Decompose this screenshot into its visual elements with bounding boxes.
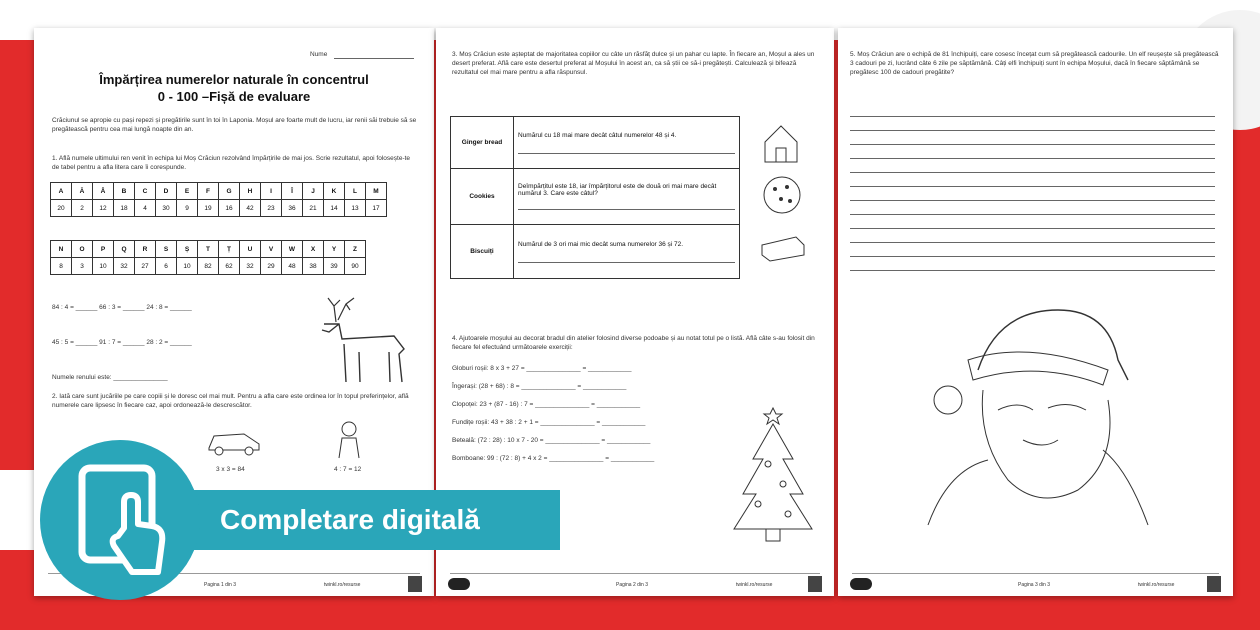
- letter-cell: N: [51, 241, 72, 258]
- dessert-task: Numărul de 3 ori mai mic decât suma numerelor 36 și 72.: [514, 225, 740, 279]
- letter-cell: M: [366, 183, 387, 200]
- letter-cell: Â: [93, 183, 114, 200]
- task-4-text: 4. Ajutoarele moșului au decorat bradul din atelier folosind diverse podoabe și au notat totul pe o listă. Află câte s-au folosit din fiecare fel efectuând următoarele exerciții:: [452, 335, 815, 351]
- exercise-line: Beteală: (72 : 28) : 10 x 7 - 20 = _______________ = ____________: [452, 437, 651, 444]
- answer-line: [850, 116, 1215, 117]
- answer-line: [850, 158, 1215, 159]
- letter-cell: I: [261, 183, 282, 200]
- value-row-1: [51, 200, 387, 217]
- letter-row-2: [51, 241, 366, 258]
- answer-line: [850, 242, 1215, 243]
- letter-cell: Ă: [72, 183, 93, 200]
- value-cell: 38: [303, 258, 324, 275]
- footer-site: twinkl.ro/resurse: [736, 582, 773, 588]
- exercise-line: Fundițe roșii: 43 + 38 : 2 + 1 = _______________ = ____________: [452, 419, 646, 426]
- value-cell: 90: [345, 258, 366, 275]
- value-cell: 18: [114, 200, 135, 217]
- reindeer-name-prompt: Numele renului este: _______________: [52, 374, 168, 381]
- value-cell: 14: [324, 200, 345, 217]
- dessert-name: Cookies: [451, 169, 514, 225]
- value-cell: 17: [366, 200, 387, 217]
- footer-logo-icon: [850, 578, 872, 590]
- letter-cell: Î: [282, 183, 303, 200]
- value-cell: 27: [135, 258, 156, 275]
- page-title-line1: Împărțirea numerelor naturale în concentrul: [99, 72, 369, 87]
- toy-car-illustration: [204, 426, 264, 456]
- letter-cell: Ț: [219, 241, 240, 258]
- cookie-icon: [761, 174, 803, 216]
- dessert-name: Biscuiți: [451, 225, 514, 279]
- letter-table-2: [50, 240, 366, 275]
- value-cell: 62: [219, 258, 240, 275]
- toy-equation-2: 4 : 7 = 12: [334, 466, 362, 473]
- letter-cell: Z: [345, 241, 366, 258]
- letter-cell: Ș: [177, 241, 198, 258]
- value-cell: 6: [156, 258, 177, 275]
- worksheet-page-3: [838, 28, 1233, 596]
- reindeer-illustration: [304, 294, 419, 386]
- letter-cell: X: [303, 241, 324, 258]
- letter-cell: U: [240, 241, 261, 258]
- footer-rule: [852, 573, 1219, 574]
- letter-cell: D: [156, 183, 177, 200]
- exercise-line: Globuri roșii: 8 x 3 + 27 = _______________ = ____________: [452, 365, 632, 372]
- value-cell: 42: [240, 200, 261, 217]
- value-cell: 8: [51, 258, 72, 275]
- letter-cell: Y: [324, 241, 345, 258]
- task-3-text: 3. Moș Crăciun este așteptat de majoritatea copiilor cu câte un răsfăț dulce și un pahar cu lapte. În fiecare an, Moșul a ales un desert preferat. Află care este desertul preferat al Moșului în acest an, ca să știi ce să-i pregătești. Calculează și bifează rezultatul cel mai mare pentru a afla răspunsul.: [452, 51, 815, 76]
- letter-cell: Q: [114, 241, 135, 258]
- letter-cell: B: [114, 183, 135, 200]
- task-5-text: 5. Moș Crăciun are o echipă de 81 închipuiți, care cosesc încețat cum să pregătească cadourile. Un elf reușește să pregătească 3 cadouri pe zi, lucrând câte 6 zile pe săptămână. Câți elfi închipuiți sunt în echipa Moșului, dacă în fiecare săptămână se pregătesc 100 de cadouri pregătite?: [850, 51, 1219, 76]
- value-cell: 9: [177, 200, 198, 217]
- value-cell: 13: [345, 200, 366, 217]
- name-line: [334, 58, 414, 59]
- letter-cell: P: [93, 241, 114, 258]
- value-cell: 32: [114, 258, 135, 275]
- letter-cell: H: [240, 183, 261, 200]
- value-cell: 10: [177, 258, 198, 275]
- page-title-line2: 0 - 100 –Fișă de evaluare: [157, 89, 311, 104]
- value-cell: 10: [93, 258, 114, 275]
- digital-completion-label[interactable]: Completare digitală: [220, 504, 480, 535]
- footer-page-number: Pagina 2 din 3: [616, 582, 648, 588]
- letter-cell: W: [282, 241, 303, 258]
- letter-cell: A: [51, 183, 72, 200]
- letter-cell: L: [345, 183, 366, 200]
- dessert-task: Deîmpărțitul este 18, iar împărțitorul este de două ori mai mare decât numărul 3. Care este câtul?: [514, 169, 740, 225]
- footer-logo-icon: [448, 578, 470, 590]
- footer-logo-icon: [808, 576, 822, 592]
- value-cell: 23: [261, 200, 282, 217]
- value-cell: 2: [72, 200, 93, 217]
- answer-line: [850, 186, 1215, 187]
- exercise-line: Clopoței: 23 + (87 - 16) : 7 = _______________ = ____________: [452, 401, 641, 408]
- answer-line: [850, 200, 1215, 201]
- footer-rule: [450, 573, 820, 574]
- footer-logo-icon: [408, 576, 422, 592]
- equations-row-1: 84 : 4 = ______ 66 : 3 = ______ 24 : 8 = ______: [52, 304, 192, 311]
- santa-illustration: [908, 300, 1168, 530]
- tablet-touch-icon: [40, 440, 200, 600]
- tablet-badge[interactable]: [40, 440, 200, 600]
- footer-page-number: Pagina 3 din 3: [1018, 582, 1050, 588]
- answer-line: [850, 144, 1215, 145]
- toy-equation-1: 3 x 3 = 84: [216, 466, 245, 473]
- exercise-line: Îngerași: (28 + 68) : 8 = _______________ = ____________: [452, 383, 627, 390]
- dessert-row: [451, 117, 740, 169]
- intro-text: Crăciunul se apropie cu pași repezi și pregătirile sunt în toi în Laponia. Moșul are foarte mult de lucru, iar renii săi trebuie să se pregătească pentru cea mai lungă noapte din an.: [52, 117, 417, 133]
- answer-line: [850, 172, 1215, 173]
- letter-cell: T: [198, 241, 219, 258]
- letter-cell: V: [261, 241, 282, 258]
- footer-site: twinkl.ro/resurse: [1138, 582, 1175, 588]
- answer-line: [850, 228, 1215, 229]
- dessert-row: [451, 169, 740, 225]
- letter-row-1: [51, 183, 387, 200]
- equations-row-2: 45 : 5 = ______ 91 : 7 = ______ 28 : 2 = ______: [52, 339, 192, 346]
- letter-cell: E: [177, 183, 198, 200]
- value-cell: 29: [261, 258, 282, 275]
- value-cell: 20: [51, 200, 72, 217]
- letter-cell: C: [135, 183, 156, 200]
- footer-site: twinkl.ro/resurse: [324, 582, 361, 588]
- value-cell: 36: [282, 200, 303, 217]
- christmas-tree-illustration: [728, 404, 818, 544]
- value-cell: 32: [240, 258, 261, 275]
- letter-cell: R: [135, 241, 156, 258]
- letter-cell: J: [303, 183, 324, 200]
- value-cell: 21: [303, 200, 324, 217]
- letter-cell: S: [156, 241, 177, 258]
- letter-cell: G: [219, 183, 240, 200]
- letter-cell: K: [324, 183, 345, 200]
- value-cell: 4: [135, 200, 156, 217]
- value-cell: 3: [72, 258, 93, 275]
- answer-line: [850, 214, 1215, 215]
- footer-logo-icon: [1207, 576, 1221, 592]
- value-cell: 30: [156, 200, 177, 217]
- name-label: Nume: [310, 51, 328, 58]
- task-2-text: 2. Iată care sunt jucăriile pe care copiii și le doresc cel mai mult. Pentru a afla care este ordinea lor în topul preferințelor, află numerele care lipsesc în fiecare caz, apoi ordonează-le descrescător.: [52, 393, 409, 409]
- gingerbread-house-icon: [761, 122, 801, 164]
- letter-cell: F: [198, 183, 219, 200]
- biscuit-icon: [758, 233, 808, 263]
- dessert-task: Numărul cu 18 mai mare decât câtul numerelor 48 și 4.: [514, 117, 740, 169]
- answer-line: [850, 256, 1215, 257]
- task-1-text: 1. Află numele ultimului ren venit în echipa lui Moș Crăciun rezolvând împărțirile de mai jos. Scrie rezultatul, apoi folosește-te de tabel pentru a afla litera care îi corespunde.: [52, 155, 411, 171]
- value-cell: 19: [198, 200, 219, 217]
- letter-cell: O: [72, 241, 93, 258]
- value-cell: 16: [219, 200, 240, 217]
- value-cell: 39: [324, 258, 345, 275]
- value-cell: 48: [282, 258, 303, 275]
- answer-line: [850, 130, 1215, 131]
- answer-line: [850, 270, 1215, 271]
- value-cell: 12: [93, 200, 114, 217]
- dessert-row: [451, 225, 740, 279]
- dessert-name: Ginger bread: [451, 117, 514, 169]
- toy-doll-illustration: [334, 420, 364, 460]
- value-cell: 82: [198, 258, 219, 275]
- value-row-2: [51, 258, 366, 275]
- dessert-table: [450, 116, 740, 279]
- footer-page-number: Pagina 1 din 3: [204, 582, 236, 588]
- letter-table-1: [50, 182, 387, 217]
- exercise-line: Bomboane: 99 : (72 : 8) + 4 x 2 = _______________ = ____________: [452, 455, 655, 462]
